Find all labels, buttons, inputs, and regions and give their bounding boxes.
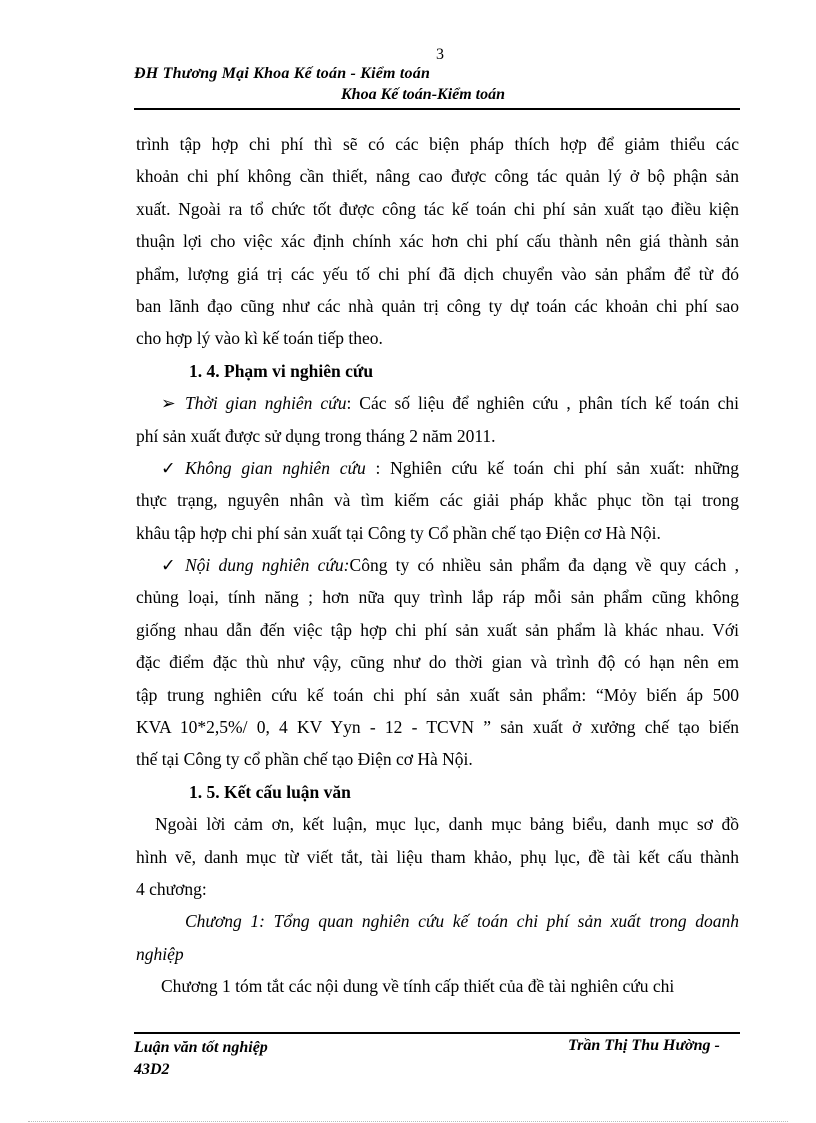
content-scope-line bbox=[136, 549, 739, 581]
time-scope-label: Thời gian nghiên cứu bbox=[185, 393, 347, 414]
footer-class-code: 43D2 bbox=[134, 1061, 170, 1078]
space-scope-text: : Nghiên cứu kế toán chi phí sản xuất: những bbox=[365, 457, 739, 478]
paragraph-line: phí sản xuất được sử dụng trong tháng 2 năm 2011. bbox=[136, 425, 496, 446]
check-bullet-icon: ✓ bbox=[161, 555, 176, 576]
paragraph-line: tập trung nghiên cứu kế toán chi phí sản xuất sản phẩm: “Mỏy biến áp 500 bbox=[136, 684, 739, 705]
check-bullet-icon: ✓ bbox=[161, 457, 176, 478]
paragraph-line: trình tập hợp chi phí thì sẽ có các biện pháp thích hợp để giảm thiểu các bbox=[136, 134, 739, 154]
paragraph-line: hình vẽ, danh mục từ viết tắt, tài liệu tham khảo, phụ lục, đề tài kết cấu thành bbox=[136, 846, 739, 867]
paragraph-line: KVA 10*2,5%/ 0, 4 KV Yyn - 12 - TCVN ” sản xuất ở xưởng chế tạo biến bbox=[136, 717, 739, 738]
space-scope-line bbox=[136, 452, 739, 484]
paragraph-line: đặc điểm đặc thù như vậy, cũng như do thời gian và trình độ có hạn nên em bbox=[136, 652, 739, 673]
header-divider bbox=[134, 108, 740, 110]
paragraph-line: xuất. Ngoài ra tổ chức tốt được công tác kế toán chi phí sản xuất tạo điều kiện bbox=[136, 198, 739, 219]
footer-author: Trần Thị Thu Hường - bbox=[568, 1037, 720, 1054]
paragraph-line: thuận lợi cho việc xác định chính xác hơn chi phí cấu thành nên giá thành sản bbox=[136, 231, 739, 252]
space-scope-label: Không gian nghiên cứu bbox=[185, 457, 366, 478]
paragraph-line: cho hợp lý vào kì kế toán tiếp theo. bbox=[136, 328, 383, 349]
paragraph-line: ban lãnh đạo cũng như các nhà quản trị công ty dự toán các khoản chi phí sao bbox=[136, 295, 739, 316]
section-heading-structure: 1. 5. Kết cấu luận văn bbox=[189, 781, 351, 802]
paragraph-line: thực trạng, nguyên nhân và tìm kiếm các giải pháp khắc phục tồn tại trong bbox=[136, 490, 739, 511]
content-scope-label: Nội dung nghiên cứu: bbox=[185, 555, 350, 576]
page-number: 3 bbox=[436, 46, 444, 63]
paragraph-line: khoản chi phí không cần thiết, nâng cao được công tác quản lý ở bộ phận sản bbox=[136, 166, 739, 187]
paragraph-line: khâu tập hợp chi phí sản xuất tại Công ty Cổ phần chế tạo Điện cơ Hà Nội. bbox=[136, 522, 661, 543]
paragraph-line: chủng loại, tính năng ; hơn nữa quy trình lắp ráp mỗi sản phẩm cũng không bbox=[136, 587, 739, 608]
document-body bbox=[136, 128, 739, 1003]
arrow-bullet-icon: ➢ bbox=[161, 393, 176, 414]
page-bottom-border bbox=[28, 1121, 788, 1122]
chapter-1-title-cont: nghiệp bbox=[136, 943, 184, 964]
time-scope-text: : Các số liệu để nghiên cứu , phân tích kế toán chi bbox=[346, 393, 739, 414]
paragraph-line: thế tại Công ty cổ phần chế tạo Điện cơ Hà Nội. bbox=[136, 749, 473, 770]
paragraph-line: Ngoài lời cảm ơn, kết luận, mục lục, danh mục bảng biểu, danh mục sơ đồ bbox=[155, 814, 739, 835]
header-university: ĐH Thương Mại Khoa Kế toán - Kiểm toán bbox=[134, 65, 431, 82]
footer-thesis-title: Luận văn tốt nghiệp bbox=[134, 1039, 268, 1056]
paragraph-line: 4 chương: bbox=[136, 878, 207, 899]
content-scope-text: Công ty có nhiều sản phẩm đa dạng về quy cách , bbox=[349, 555, 739, 576]
paragraph-line: giống nhau dẫn đến việc tập hợp chi phí sản xuất sản phẩm là khác nhau. Với bbox=[136, 619, 739, 640]
header-faculty: Khoa Kế toán-Kiểm toán bbox=[341, 86, 506, 103]
footer-thesis-label bbox=[134, 1037, 268, 1081]
section-heading-scope: 1. 4. Phạm vi nghiên cứu bbox=[189, 360, 374, 381]
paragraph-line: phẩm, lượng giá trị các yếu tố chi phí đã dịch chuyển vào sản phẩm để từ đó bbox=[136, 263, 739, 284]
footer-divider bbox=[134, 1032, 740, 1034]
chapter-1-summary: Chương 1 tóm tắt các nội dung về tính cấp thiết của đề tài nghiên cứu chi bbox=[161, 976, 675, 997]
time-scope-line bbox=[136, 387, 739, 419]
chapter-1-title: Chương 1: Tổng quan nghiên cứu kế toán chi phí sản xuất trong doanh bbox=[185, 911, 739, 932]
